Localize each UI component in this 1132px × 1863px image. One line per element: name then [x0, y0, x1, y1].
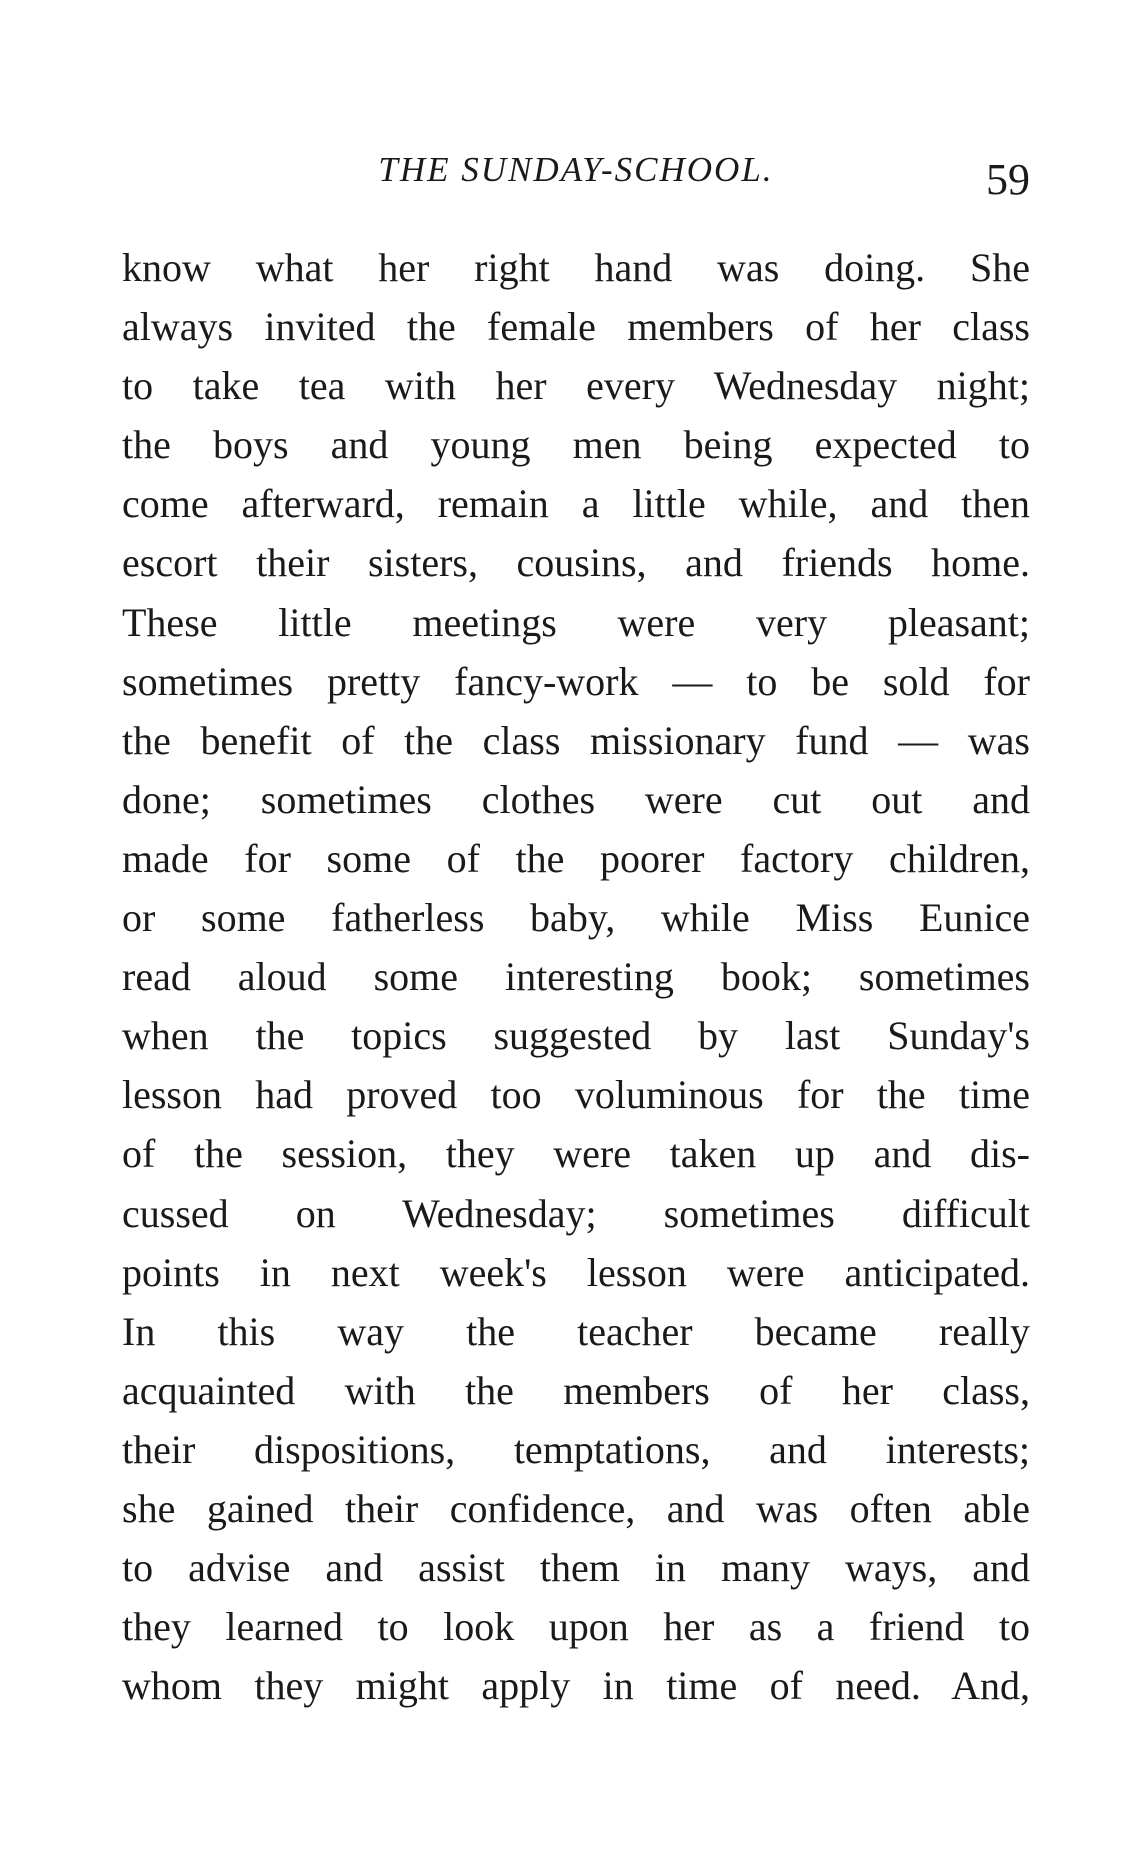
text-line: lesson had proved too voluminous for the time — [122, 1072, 1030, 1118]
text-line: come afterward, remain a little while, and then — [122, 481, 1030, 527]
text-line: to advise and assist them in many ways, and — [122, 1545, 1030, 1591]
text-line: These little meetings were very pleasant; — [122, 599, 1030, 645]
text-line: made for some of the poorer factory children, — [122, 835, 1030, 881]
text-line: escort their sisters, cousins, and friends home. — [122, 540, 1030, 586]
text-line: know what her right hand was doing. She — [122, 245, 1030, 290]
body-text — [122, 238, 1030, 1715]
text-line: to take tea with her every Wednesday night; — [122, 363, 1030, 409]
running-head — [122, 148, 1030, 204]
text-line: whom they might apply in time of need. And, — [122, 1663, 1030, 1709]
text-line: she gained their confidence, and was often able — [122, 1485, 1030, 1531]
text-line: done; sometimes clothes were cut out and — [122, 776, 1030, 822]
text-line: acquainted with the members of her class, — [122, 1367, 1030, 1413]
text-line: In this way the teacher became really — [122, 1308, 1030, 1354]
text-line: or some fatherless baby, while Miss Eunice — [122, 895, 1030, 941]
text-line: read aloud some interesting book; sometimes — [122, 954, 1030, 1000]
text-line: the boys and young men being expected to — [122, 422, 1030, 468]
text-line: when the topics suggested by last Sunday's — [122, 1013, 1030, 1059]
text-line: of the session, they were taken up and dis- — [122, 1131, 1030, 1177]
text-line: the benefit of the class missionary fund — was — [122, 717, 1030, 763]
text-line: always invited the female members of her class — [122, 304, 1030, 350]
text-line: they learned to look upon her as a friend to — [122, 1604, 1030, 1650]
text-line: cussed on Wednesday; sometimes difficult — [122, 1190, 1030, 1236]
text-line: sometimes pretty fancy-work — to be sold for — [122, 658, 1030, 704]
page-number: 59 — [986, 155, 1030, 204]
running-title: THE SUNDAY-SCHOOL. — [378, 150, 774, 189]
text-line: points in next week's lesson were anticipated. — [122, 1249, 1030, 1295]
text-line: their dispositions, temptations, and interests; — [122, 1426, 1030, 1472]
